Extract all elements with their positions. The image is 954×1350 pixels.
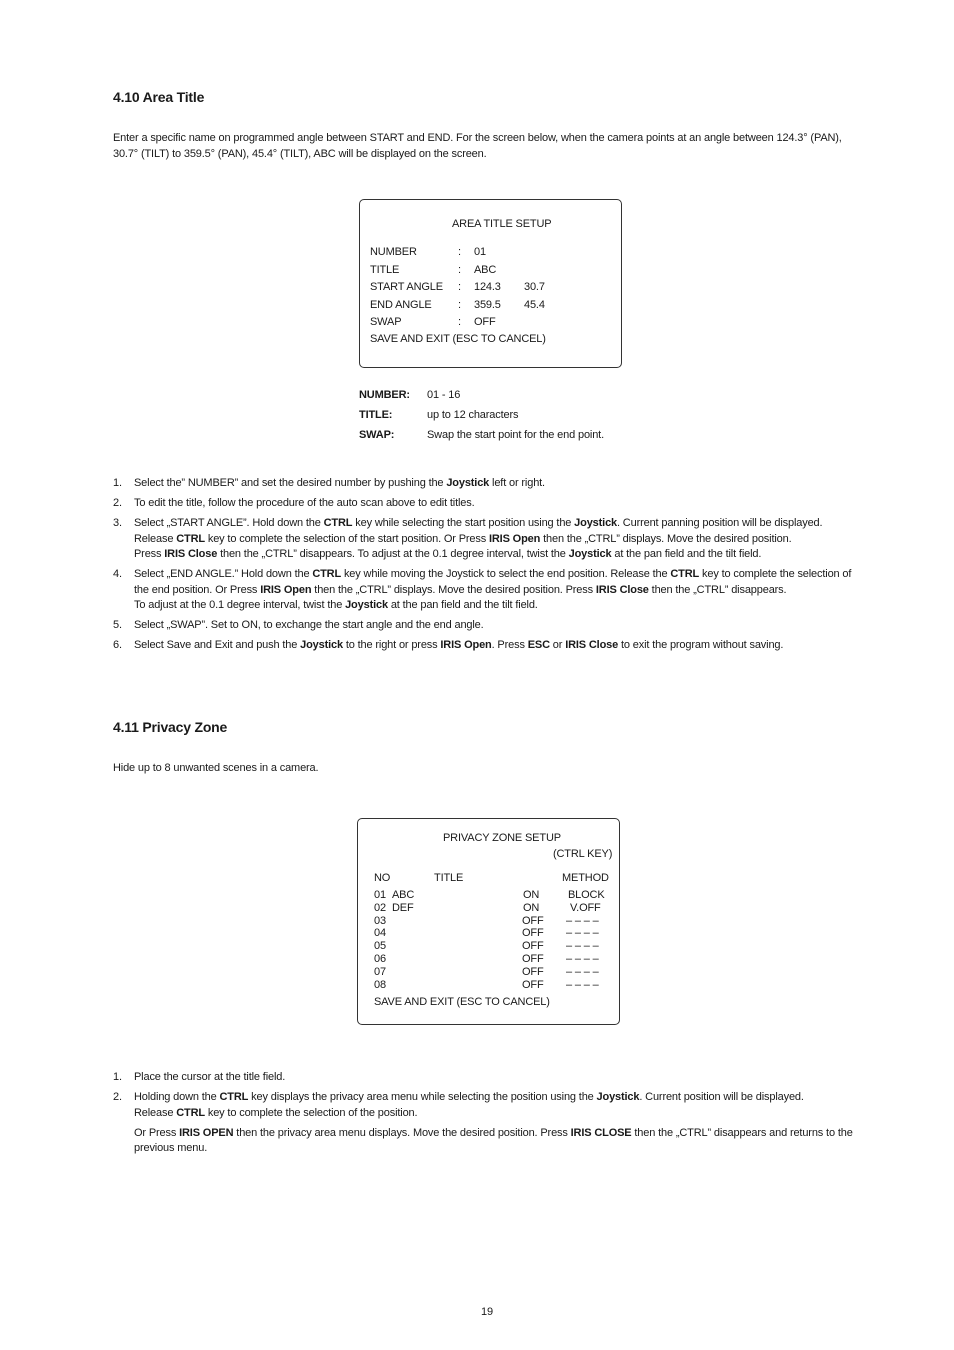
step-text: then the „CTRL” disappears. <box>648 583 787 596</box>
zone-state: ON <box>523 901 540 914</box>
step-line <box>134 598 853 614</box>
step-text: Press <box>134 548 165 560</box>
menu-sep: : <box>458 246 461 258</box>
definition-desc: up to 12 characters <box>427 409 519 421</box>
menu-subtitle: (CTRL KEY) <box>553 848 613 860</box>
step-text: Holding down the <box>134 1091 220 1103</box>
step-text: Select „START ANGLE”. Hold down the <box>134 517 324 529</box>
zone-state: OFF <box>522 914 544 927</box>
step-text: left or right. <box>489 477 545 489</box>
menu-title: PRIVACY ZONE SETUP <box>443 832 561 844</box>
menu-value-start-pan: 124.3 <box>474 281 501 293</box>
step-keyword: Joystick <box>345 599 388 611</box>
menu-title: AREA TITLE SETUP <box>452 218 552 230</box>
step-line <box>134 476 853 492</box>
page-number: 19 <box>481 1306 493 1318</box>
menu-value-end-pan: 359.5 <box>474 299 501 311</box>
step-text: key to complete the selection of the position. <box>204 1106 418 1119</box>
step-keyword: IRIS Open <box>440 639 492 651</box>
step-keyword: CTRL <box>312 568 342 580</box>
definition-term: SWAP: <box>359 429 395 441</box>
step-text: Place the cursor at the title field. <box>134 1071 286 1083</box>
step-text: at the pan field and the tilt field. <box>611 548 762 560</box>
step-text: . Current panning position will be displayed. <box>617 517 823 529</box>
zone-state: OFF <box>522 953 544 965</box>
step-line <box>134 1070 853 1086</box>
step-line <box>134 1090 853 1106</box>
step-keyword: ESC <box>527 639 550 651</box>
step-item <box>113 618 853 634</box>
zone-number: 04 <box>374 927 386 940</box>
step-text: at the pan field and the tilt field. <box>387 599 538 611</box>
menu-sep: : <box>458 316 461 328</box>
step-keyword: CTRL <box>670 568 700 580</box>
step-text: key displays the privacy area menu while selecting the position using the <box>248 1091 597 1103</box>
section-heading-area-title: 4.10 Area Title <box>113 89 205 105</box>
menu-value-end-tilt: 45.4 <box>524 299 545 311</box>
step-keyword: Joystick <box>300 639 343 651</box>
step-line <box>134 1106 853 1122</box>
step-item <box>113 1070 853 1086</box>
zone-state: OFF <box>522 965 544 978</box>
step-text: Release <box>134 532 177 545</box>
step-text: key to complete the selection of <box>699 568 852 580</box>
zone-method: BLOCK <box>568 889 605 901</box>
zone-state: ON <box>523 889 540 901</box>
step-keyword: CTRL <box>219 1091 249 1103</box>
step-text: To edit the title, follow the procedure of the auto scan above to edit titles. <box>134 497 475 509</box>
definition-term: TITLE: <box>359 409 393 421</box>
privacy-zone-steps <box>113 1070 853 1161</box>
area-title-intro <box>113 131 842 162</box>
zone-state: OFF <box>522 927 544 940</box>
menu-label-title: TITLE <box>370 264 400 276</box>
step-number: 1. <box>113 1071 122 1083</box>
step-number: 5. <box>113 619 122 631</box>
step-text: key while moving the Joystick to select the end position. Release the <box>341 568 671 580</box>
menu-value-swap: OFF <box>474 316 496 328</box>
area-title-steps <box>113 476 853 658</box>
privacy-zone-setup-menu <box>357 818 620 1025</box>
step-text: to the right or press <box>342 639 441 651</box>
zone-method: – – – – <box>566 953 599 965</box>
zone-title: DEF <box>392 901 414 914</box>
step-keyword: IRIS Close <box>164 548 218 560</box>
zone-number: 06 <box>374 953 386 965</box>
step-item <box>113 496 853 512</box>
step-line <box>134 496 853 512</box>
step-keyword: IRIS Close <box>595 583 649 596</box>
step-line <box>134 618 853 634</box>
zone-number: 03 <box>374 914 386 927</box>
step-number: 6. <box>113 639 122 651</box>
step-text: then the „CTRL” disappears. To adjust at the 0.1 degree interval, twist the <box>217 548 569 560</box>
step-keyword: CTRL <box>176 1106 205 1119</box>
step-number: 4. <box>113 568 122 580</box>
zone-method: – – – – <box>566 965 599 978</box>
section-heading-privacy-zone: 4.11 Privacy Zone <box>113 719 228 735</box>
step-text: key to complete the selection of the start position. Or Press <box>204 532 489 545</box>
menu-header-title: TITLE <box>434 872 464 884</box>
step-item <box>113 476 853 492</box>
step-text: then the „CTRL” displays. Move the desired position. <box>540 532 792 545</box>
zone-method: – – – – <box>566 914 599 927</box>
step-text: To adjust at the 0.1 degree interval, twist the <box>134 599 346 611</box>
definition-term: NUMBER: <box>359 389 410 401</box>
step-keyword: IRIS Open <box>260 583 312 596</box>
zone-number: 07 <box>374 965 386 978</box>
step-text: Or Press <box>134 1126 180 1139</box>
step-keyword: CTRL <box>176 532 205 545</box>
step-keyword: IRIS Open <box>488 532 541 545</box>
step-text: . Current position will be displayed. <box>639 1091 804 1103</box>
menu-label-number: NUMBER <box>370 246 417 258</box>
step-text: the end position. Or Press <box>134 583 261 596</box>
zone-number: 05 <box>374 940 386 953</box>
step-keyword: Joystick <box>574 517 617 529</box>
step-text: Select „END ANGLE.” Hold down the <box>134 568 313 580</box>
menu-label-swap: SWAP <box>370 316 402 328</box>
step-keyword: Joystick <box>568 548 612 560</box>
step-item <box>113 638 853 654</box>
step-line <box>134 1141 853 1157</box>
step-text: Select the” NUMBER” and set the desired number by pushing the <box>134 477 447 489</box>
menu-save-exit: SAVE AND EXIT (ESC TO CANCEL) <box>374 996 550 1008</box>
step-item <box>113 516 853 563</box>
step-number: 2. <box>113 1091 122 1103</box>
step-number: 2. <box>113 497 122 509</box>
definition-desc: Swap the start point for the end point. <box>427 429 604 441</box>
zone-method: – – – – <box>566 927 599 940</box>
menu-label-end-angle: END ANGLE <box>370 299 432 311</box>
step-line <box>134 532 853 548</box>
menu-value-number: 01 <box>474 246 486 258</box>
definition-desc: 01 - 16 <box>427 389 461 401</box>
step-number: 3. <box>113 517 122 529</box>
privacy-zone-intro: Hide up to 8 unwanted scenes in a camera. <box>113 762 319 774</box>
step-keyword: Joystick <box>446 477 490 489</box>
step-item <box>113 567 853 614</box>
menu-sep: : <box>458 299 461 311</box>
step-text: Release <box>134 1106 177 1119</box>
menu-save-exit: SAVE AND EXIT (ESC TO CANCEL) <box>370 333 546 345</box>
menu-header-method: METHOD <box>562 872 609 884</box>
step-line <box>134 638 853 654</box>
step-text: then the „CTRL” displays. Move the desired position. Press <box>311 583 596 596</box>
step-text: then the „CTRL” disappears and returns to the <box>631 1126 853 1139</box>
step-text: Select Save and Exit and push the <box>134 639 301 651</box>
zone-method: – – – – <box>566 940 599 953</box>
step-keyword: Joystick <box>596 1091 640 1103</box>
step-keyword: IRIS Close <box>565 639 619 651</box>
step-text: previous menu. <box>134 1142 208 1154</box>
zone-title: ABC <box>392 889 415 901</box>
zone-state: OFF <box>522 940 544 953</box>
step-text: or <box>549 639 566 651</box>
zone-number: 02 <box>374 901 386 914</box>
zone-number: 01 <box>374 889 386 901</box>
step-line <box>134 567 853 583</box>
step-item <box>113 1090 853 1157</box>
step-text: Select „SWAP”. Set to ON, to exchange the start angle and the end angle. <box>134 619 484 631</box>
menu-value-start-tilt: 30.7 <box>524 281 545 293</box>
step-text: to exit the program without saving. <box>618 639 784 651</box>
step-keyword: IRIS CLOSE <box>570 1126 632 1139</box>
step-sub-paragraph <box>134 1126 853 1157</box>
menu-label-start-angle: START ANGLE <box>370 281 443 293</box>
menu-value-title: ABC <box>474 264 497 276</box>
menu-header-no: NO <box>374 872 391 884</box>
step-line <box>134 1126 853 1142</box>
step-keyword: IRIS OPEN <box>179 1126 234 1139</box>
step-line <box>134 583 853 599</box>
step-text: key while selecting the start position using the <box>352 517 575 529</box>
step-line <box>134 516 853 532</box>
intro-line: Enter a specific name on programmed angle between START and END. For the screen below, when the camera points at an angle between 124.3° (PAN), <box>113 132 842 144</box>
step-number: 1. <box>113 477 122 489</box>
area-title-setup-menu <box>359 199 622 368</box>
menu-sep: : <box>458 281 461 293</box>
zone-method: – – – – <box>566 978 599 991</box>
menu-sep: : <box>458 264 461 276</box>
step-text: . Press <box>491 639 528 651</box>
zone-number: 08 <box>374 978 386 991</box>
step-text: then the privacy area menu displays. Move the desired position. Press <box>233 1126 571 1139</box>
step-line <box>134 547 853 563</box>
zone-method: V.OFF <box>570 901 601 914</box>
step-keyword: CTRL <box>323 517 353 529</box>
zone-state: OFF <box>522 978 544 991</box>
intro-line: 30.7° (TILT) to 359.5° (PAN), 45.4° (TILT), ABC will be displayed on the screen. <box>113 147 487 160</box>
